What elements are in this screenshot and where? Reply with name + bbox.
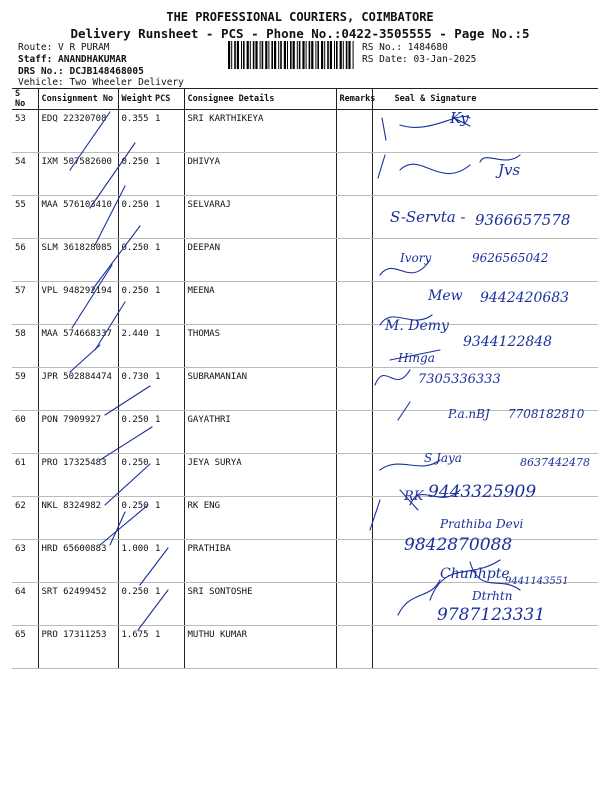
signature-jvs: Jvs: [498, 161, 521, 179]
barcode-bar: [262, 41, 264, 69]
row-remarks: [336, 368, 372, 411]
row-consignee: MEENA: [184, 282, 336, 325]
row-pcs: 1: [152, 196, 184, 239]
table-row: [12, 239, 598, 282]
handwritten-phone-63: 9842870088: [404, 535, 513, 555]
vehicle-info: Vehicle: Two Wheeler Delivery: [18, 77, 184, 88]
col-signature: Seal & Signature: [372, 89, 598, 110]
row-remarks: [336, 196, 372, 239]
row-weight: 0.250: [118, 153, 152, 196]
row-sno: 57: [12, 282, 38, 325]
handwritten-phone-64: 9441143551: [505, 576, 569, 587]
barcode-bar: [280, 41, 282, 69]
row-sno: 63: [12, 540, 38, 583]
table-row: [12, 282, 598, 325]
barcode-bar: [336, 41, 338, 69]
row-weight: 0.250: [118, 411, 152, 454]
barcode-bar: [348, 41, 350, 69]
row-signature: [372, 325, 598, 368]
row-sno: 64: [12, 583, 38, 626]
row-pcs: 1: [152, 411, 184, 454]
col-weight: Weight: [118, 89, 152, 110]
row-consignment: SLM 361828085: [38, 239, 118, 282]
row-sno: 61: [12, 454, 38, 497]
barcode-bar: [293, 41, 295, 69]
row-remarks: [336, 583, 372, 626]
row-weight: 0.250: [118, 583, 152, 626]
row-signature: [372, 110, 598, 153]
signature-subramanian: Hinga: [398, 351, 435, 365]
row-sno: 62: [12, 497, 38, 540]
row-consignment: EDQ 22320708: [38, 110, 118, 153]
barcode-bar: [321, 41, 323, 69]
row-weight: 1.675: [118, 626, 152, 669]
barcode-bar: [302, 41, 304, 69]
signature-rk: RK: [404, 489, 424, 504]
signature-meena: Mew: [428, 288, 463, 304]
barcode-bar: [311, 41, 313, 69]
row-weight: 1.000: [118, 540, 152, 583]
row-signature: [372, 411, 598, 454]
row-consignee: RK ENG: [184, 497, 336, 540]
table-row: [12, 110, 598, 153]
col-consignee: Consignee Details: [184, 89, 336, 110]
row-consignment: PON 7909927: [38, 411, 118, 454]
row-signature: [372, 282, 598, 325]
barcode-bar: [353, 41, 354, 69]
company-title: THE PROFESSIONAL COURIERS, COIMBATORE: [166, 10, 434, 24]
row-remarks: [336, 497, 372, 540]
row-weight: 0.250: [118, 454, 152, 497]
barcode-bar: [265, 41, 267, 69]
row-consignment: MAA 574668337: [38, 325, 118, 368]
col-consignment: Consignment No: [38, 89, 118, 110]
barcode-bar: [309, 41, 311, 69]
barcode-bar: [247, 41, 249, 69]
handwritten-phone-59: 7305336333: [418, 372, 501, 387]
row-sno: 53: [12, 110, 38, 153]
barcode-bar: [287, 41, 288, 69]
drs-info: DRS No.: DCJB148468005: [18, 66, 144, 77]
row-consignee: PRATHIBA: [184, 540, 336, 583]
row-remarks: [336, 540, 372, 583]
row-pcs: 1: [152, 583, 184, 626]
signature-muthu: Dtrhtn: [472, 589, 513, 603]
barcode-bar: [317, 41, 319, 69]
barcode-bar: [231, 41, 232, 69]
row-weight: 0.250: [118, 497, 152, 540]
row-consignee: SUBRAMANIAN: [184, 368, 336, 411]
rs-date: RS Date: 03-Jan-2025: [362, 54, 477, 65]
signature-ky: Ky: [450, 109, 469, 127]
row-signature: [372, 368, 598, 411]
row-consignment: SRT 62499452: [38, 583, 118, 626]
row-pcs: 1: [152, 497, 184, 540]
barcode-bar: [228, 41, 230, 69]
table-row: [12, 196, 598, 239]
barcode-bar: [250, 41, 251, 69]
row-sno: 59: [12, 368, 38, 411]
row-pcs: 1: [152, 282, 184, 325]
barcode-bar: [271, 41, 273, 69]
table-row: [12, 497, 598, 540]
barcode-bar: [306, 41, 307, 69]
barcode-bar: [340, 41, 342, 69]
barcode-bar: [324, 41, 325, 69]
row-sno: 54: [12, 153, 38, 196]
table-header-row: [12, 89, 598, 110]
barcode-bar: [297, 41, 298, 69]
signature-jeya-surya: S Jaya: [424, 451, 462, 465]
row-signature: [372, 583, 598, 626]
signature-gayathri: P.a.nBJ: [448, 407, 490, 421]
row-consignee: GAYATHRI: [184, 411, 336, 454]
row-consignment: NKL 8324982: [38, 497, 118, 540]
table-row: [12, 325, 598, 368]
table-row: [12, 626, 598, 669]
row-weight: 0.250: [118, 239, 152, 282]
barcode-bar: [253, 41, 255, 69]
row-pcs: 1: [152, 368, 184, 411]
handwritten-phone-55: 9366657578: [475, 211, 571, 229]
barcode: [228, 41, 356, 69]
row-remarks: [336, 454, 372, 497]
row-remarks: [336, 153, 372, 196]
row-weight: 0.250: [118, 196, 152, 239]
table-row: [12, 411, 598, 454]
row-consignee: THOMAS: [184, 325, 336, 368]
barcode-bar: [284, 41, 286, 69]
row-weight: 0.355: [118, 110, 152, 153]
row-consignment: HRD 65600883: [38, 540, 118, 583]
table-row: [12, 583, 598, 626]
table-row: [12, 454, 598, 497]
row-remarks: [336, 239, 372, 282]
row-remarks: [336, 110, 372, 153]
barcode-bar: [268, 41, 269, 69]
col-pcs: PCS: [152, 89, 184, 110]
barcode-bar: [343, 41, 344, 69]
row-consignee: DHIVYA: [184, 153, 336, 196]
barcode-bar: [330, 41, 332, 69]
barcode-bar: [346, 41, 348, 69]
row-signature: [372, 196, 598, 239]
barcode-bar: [243, 41, 245, 69]
barcode-bar: [274, 41, 276, 69]
row-consignment: PRO 17311253: [38, 626, 118, 669]
row-consignee: SELVARAJ: [184, 196, 336, 239]
barcode-bar: [278, 41, 279, 69]
row-consignment: VPL 948292194: [38, 282, 118, 325]
barcode-bar: [260, 41, 261, 69]
row-remarks: [336, 411, 372, 454]
row-consignee: SRI KARTHIKEYA: [184, 110, 336, 153]
barcode-bar: [234, 41, 236, 69]
row-signature: [372, 497, 598, 540]
row-consignee: SRI SONTOSHE: [184, 583, 336, 626]
row-pcs: 1: [152, 626, 184, 669]
row-weight: 0.250: [118, 282, 152, 325]
row-consignment: PRO 17325483: [38, 454, 118, 497]
row-weight: 0.730: [118, 368, 152, 411]
row-signature: [372, 153, 598, 196]
signature-prathiba: Prathiba Devi: [440, 517, 524, 531]
row-sno: 55: [12, 196, 38, 239]
handwritten-phone-61: 8637442478: [520, 456, 590, 469]
row-consignee: MUTHU KUMAR: [184, 626, 336, 669]
row-signature: [372, 540, 598, 583]
row-remarks: [336, 282, 372, 325]
handwritten-phone-58: 9344122848: [463, 334, 553, 350]
row-signature: [372, 239, 598, 282]
col-sno: S No: [12, 89, 38, 110]
runsheet-table: [12, 88, 598, 669]
signature-selvaraj: S-Servta -: [390, 208, 466, 226]
route-info: Route: V R PURAM: [18, 42, 110, 53]
signature-sontoshe: Chunhpte: [440, 566, 510, 582]
row-pcs: 1: [152, 239, 184, 282]
row-consignment: JPR 502884474: [38, 368, 118, 411]
row-consignment: MAA 576103410: [38, 196, 118, 239]
barcode-bar: [334, 41, 335, 69]
rs-number: RS No.: 1484680: [362, 42, 448, 53]
table-row: [12, 153, 598, 196]
row-pcs: 1: [152, 454, 184, 497]
barcode-bar: [255, 41, 257, 69]
signature-deepan: Ivory: [400, 251, 432, 265]
row-consignment: IXM 507582600: [38, 153, 118, 196]
table-row: [12, 368, 598, 411]
row-sno: 60: [12, 411, 38, 454]
col-remarks: Remarks: [336, 89, 372, 110]
row-weight: 2.440: [118, 325, 152, 368]
barcode-bar: [290, 41, 292, 69]
handwritten-phone-60: 7708182810: [508, 407, 585, 421]
row-pcs: 1: [152, 153, 184, 196]
staff-info: Staff: ANANDHAKUMAR: [18, 54, 127, 65]
barcode-bar: [241, 41, 242, 69]
row-remarks: [336, 325, 372, 368]
row-signature: [372, 454, 598, 497]
row-sno: 58: [12, 325, 38, 368]
handwritten-phone-56: 9626565042: [472, 251, 549, 265]
barcode-bar: [315, 41, 316, 69]
table-row: [12, 540, 598, 583]
row-sno: 65: [12, 626, 38, 669]
handwritten-phone-62: 9443325909: [428, 482, 537, 502]
row-pcs: 1: [152, 540, 184, 583]
runsheet-subtitle: Delivery Runsheet - PCS - Phone No.:0422-3505555 - Page No.:5: [70, 26, 530, 41]
row-signature: [372, 626, 598, 669]
row-pcs: 1: [152, 325, 184, 368]
row-consignee: DEEPAN: [184, 239, 336, 282]
barcode-bar: [327, 41, 329, 69]
barcode-bar: [299, 41, 301, 69]
signature-thomas: M. Demy: [385, 318, 449, 334]
row-sno: 56: [12, 239, 38, 282]
row-consignee: JEYA SURYA: [184, 454, 336, 497]
row-remarks: [336, 626, 372, 669]
handwritten-phone-57: 9442420683: [480, 290, 570, 306]
barcode-bar: [237, 41, 239, 69]
row-pcs: 1: [152, 110, 184, 153]
handwritten-phone-65: 9787123331: [437, 605, 546, 625]
